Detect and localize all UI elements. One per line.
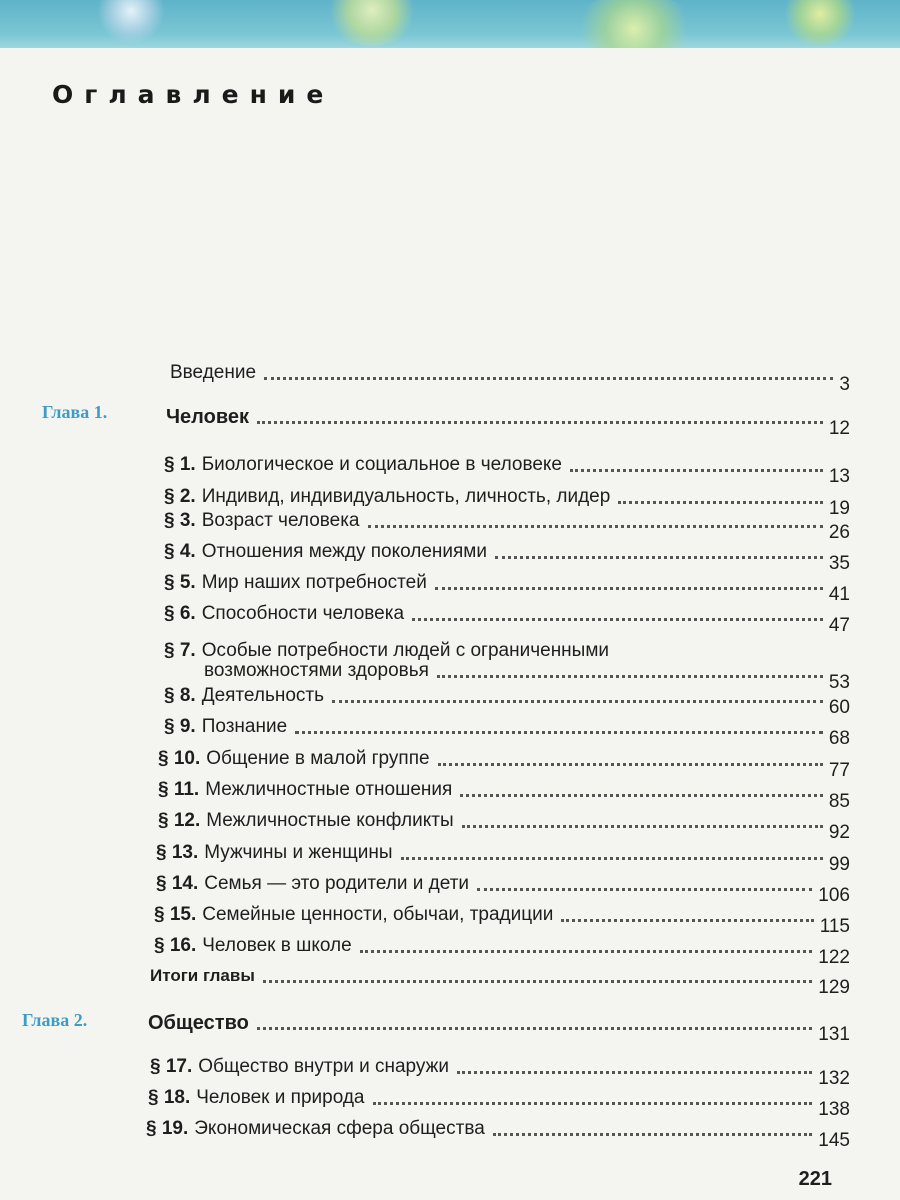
leader-dots xyxy=(495,556,823,559)
toc-entry-section[interactable] xyxy=(164,714,850,749)
section-number: § 19. xyxy=(146,1118,189,1139)
section-number: § 18. xyxy=(148,1087,191,1108)
leader-dots xyxy=(457,1071,812,1074)
toc-entry-chapter-2[interactable] xyxy=(148,1010,850,1045)
toc-entry-section[interactable] xyxy=(154,933,850,968)
leader-dots xyxy=(561,919,813,922)
leader-dots xyxy=(332,700,823,703)
toc-page-number: 132 xyxy=(818,1068,850,1089)
section-number: § 16. xyxy=(154,935,197,956)
leader-dots xyxy=(438,763,823,766)
leader-dots xyxy=(412,618,823,621)
section-title: Мир наших потребностей xyxy=(201,572,427,593)
toc-page-number: 122 xyxy=(818,947,850,968)
toc-page-number: 68 xyxy=(828,728,850,749)
toc-page-number: 41 xyxy=(828,584,850,605)
section-title: Особые потребности людей с ограниченными xyxy=(201,640,610,661)
toc-page-number: 12 xyxy=(828,418,850,439)
section-title: Общество внутри и снаружи xyxy=(198,1056,449,1077)
section-number: § 13. xyxy=(156,842,199,863)
toc-page-number: 19 xyxy=(828,498,850,519)
toc-entry-section[interactable] xyxy=(158,808,850,843)
section-title: Мужчины и женщины xyxy=(204,842,393,863)
section-number: § 8. xyxy=(164,685,196,706)
section-title: Общение в малой группе xyxy=(206,748,430,769)
toc-page-number: 47 xyxy=(828,615,850,636)
section-number: § 9. xyxy=(164,716,196,737)
section-number: § 14. xyxy=(156,873,199,894)
chapter-summary-label: Итоги главы xyxy=(150,966,255,985)
chapter-title: Человек xyxy=(166,406,249,428)
toc-page-number: 3 xyxy=(839,374,850,395)
toc-entry-section[interactable] xyxy=(164,570,850,605)
chapter-label: Глава 2. xyxy=(22,1010,88,1030)
section-title: Отношения между поколениями xyxy=(201,541,487,562)
section-title: Семейные ценности, обычаи, традиции xyxy=(202,904,554,925)
section-title: Биологическое и социальное в человеке xyxy=(201,454,562,475)
toc-page-number: 131 xyxy=(818,1024,850,1045)
toc-page-number: 26 xyxy=(828,522,850,543)
toc-page-number: 106 xyxy=(818,885,850,906)
leader-dots xyxy=(618,501,823,504)
section-number: § 12. xyxy=(158,810,201,831)
toc-page-number: 53 xyxy=(828,672,850,693)
toc-entry-section[interactable] xyxy=(150,1054,850,1089)
leader-dots xyxy=(437,675,823,678)
section-title: Индивид, индивидуальность, личность, лидер xyxy=(201,486,611,507)
toc-page-number: 115 xyxy=(819,916,850,937)
leader-dots xyxy=(257,421,823,424)
toc-entry-section[interactable] xyxy=(158,746,850,781)
toc-entry-chapter-summary[interactable] xyxy=(150,963,850,998)
section-number: § 6. xyxy=(164,603,196,624)
section-number: § 11. xyxy=(158,779,200,800)
toc-entry-chapter-1[interactable] xyxy=(166,404,850,439)
page-number: 221 xyxy=(798,1168,832,1190)
section-title: Возраст человека xyxy=(201,510,360,531)
toc-page-number: 85 xyxy=(828,791,850,812)
leader-dots xyxy=(460,794,823,797)
section-number: § 7. xyxy=(164,640,196,661)
toc-entry-section[interactable] xyxy=(164,683,850,718)
leader-dots xyxy=(401,857,823,860)
toc-entry-section[interactable] xyxy=(164,508,850,543)
toc-page-number: 138 xyxy=(818,1099,850,1120)
leader-dots xyxy=(257,1027,812,1030)
toc-page-number: 145 xyxy=(818,1130,850,1151)
leader-dots xyxy=(295,731,823,734)
section-title: Способности человека xyxy=(201,603,405,624)
section-title: Познание xyxy=(201,716,288,737)
toc-entry-section[interactable] xyxy=(164,539,850,574)
leader-dots xyxy=(493,1133,813,1136)
toc-entry-section[interactable] xyxy=(146,1116,850,1151)
toc-entry-section[interactable] xyxy=(156,840,850,875)
toc-entry-section[interactable] xyxy=(156,871,850,906)
section-title-continued: возможностями здоровья xyxy=(204,660,429,681)
leader-dots xyxy=(360,950,813,953)
leader-dots xyxy=(462,825,823,828)
section-title: Межличностные конфликты xyxy=(206,810,454,831)
toc-page-number: 129 xyxy=(818,977,850,998)
leader-dots xyxy=(570,469,823,472)
chapter-label: Глава 1. xyxy=(42,402,108,422)
section-number: § 10. xyxy=(158,748,201,769)
section-title: Деятельность xyxy=(201,685,324,706)
leader-dots xyxy=(435,587,823,590)
toc-entry-section[interactable] xyxy=(148,1085,850,1120)
toc-page-number: 92 xyxy=(828,822,850,843)
section-number: § 5. xyxy=(164,572,196,593)
toc-entry-section[interactable] xyxy=(164,601,850,636)
toc-entry-section[interactable] xyxy=(154,902,850,937)
leader-dots xyxy=(368,525,823,528)
page-title: Оглавление xyxy=(52,80,335,109)
section-number: § 17. xyxy=(150,1056,193,1077)
toc-entry-section[interactable] xyxy=(164,452,850,487)
section-title: Семья — это родители и дети xyxy=(204,873,470,894)
section-number: § 3. xyxy=(164,510,196,531)
section-title: Межличностные отношения xyxy=(205,779,453,800)
toc-entry-intro[interactable] xyxy=(170,360,850,395)
toc-page-number: 99 xyxy=(828,854,850,875)
section-number: § 4. xyxy=(164,541,196,562)
section-number: § 2. xyxy=(164,486,196,507)
toc-entry-section[interactable] xyxy=(204,658,850,693)
section-title: Человек в школе xyxy=(202,935,352,956)
leader-dots xyxy=(263,980,812,983)
toc-page-number: 35 xyxy=(828,553,850,574)
toc-page-number: 13 xyxy=(828,466,850,487)
toc-entry-section[interactable] xyxy=(158,777,850,812)
section-title: Экономическая сфера общества xyxy=(194,1118,485,1139)
chapter-title: Общество xyxy=(148,1012,249,1034)
toc-entry-section[interactable] xyxy=(164,484,850,519)
leader-dots xyxy=(477,888,812,891)
section-title: Человек и природа xyxy=(196,1087,365,1108)
section-number: § 1. xyxy=(164,454,196,475)
leader-dots xyxy=(264,377,833,380)
toc-entry-label: Введение xyxy=(170,362,257,383)
leader-dots xyxy=(373,1102,813,1105)
toc-page-number: 60 xyxy=(828,697,850,718)
section-number: § 15. xyxy=(154,904,197,925)
toc-page-number: 77 xyxy=(828,760,850,781)
